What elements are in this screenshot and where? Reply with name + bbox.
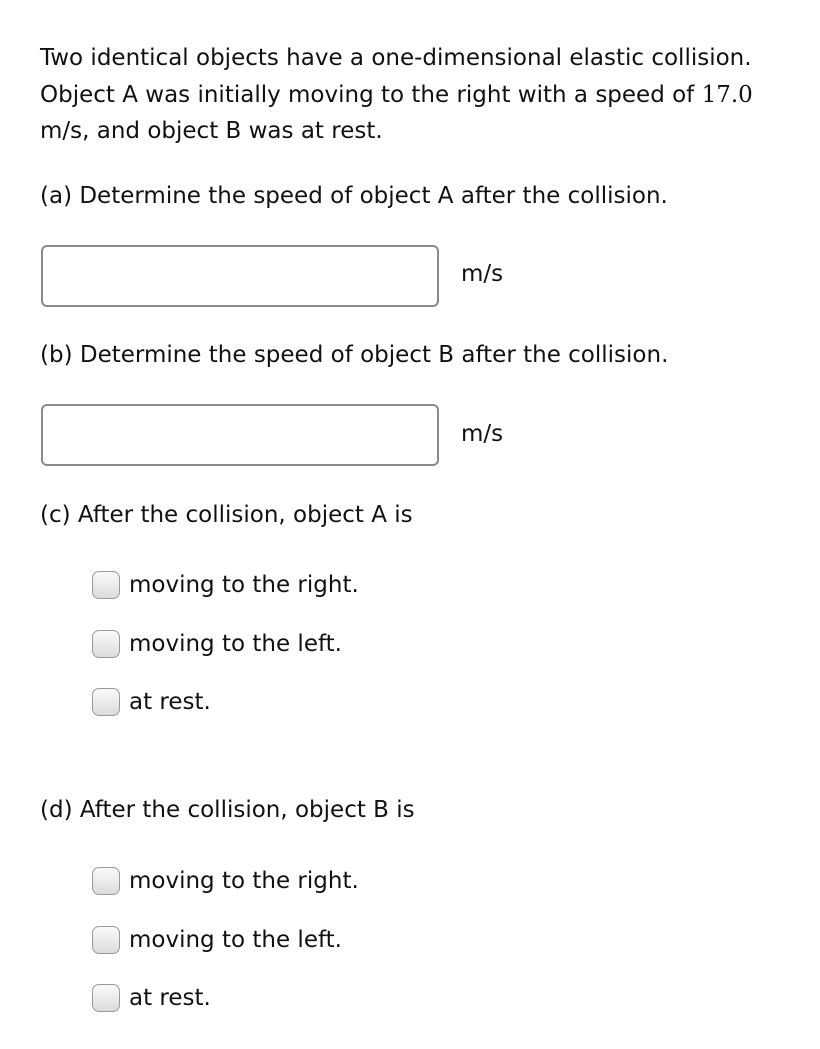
checkbox[interactable] [92,571,120,599]
checkbox[interactable] [92,688,120,716]
option-label: at rest. [129,985,211,1011]
speed-b-input[interactable] [41,404,439,466]
unit-a: m/s [461,261,504,287]
question-c: (c) After the collision, object A is [40,502,413,528]
option-d-rest[interactable] [92,981,211,1015]
unit-b: m/s [461,421,504,447]
option-d-left[interactable] [92,923,342,957]
checkbox[interactable] [92,984,120,1012]
option-label: moving to the right. [129,572,359,598]
checkbox[interactable] [92,867,120,895]
initial-speed-value: 17.0 [701,81,753,108]
question-a: (a) Determine the speed of object A after the collision. [40,183,668,209]
statement-text: Two identical objects have a one-dimensional elastic collision. Object A was initially moving to the right with a speed of [40,45,752,108]
question-d: (d) After the collision, object B is [40,797,415,823]
checkbox[interactable] [92,926,120,954]
checkbox[interactable] [92,630,120,658]
statement-text-end: m/s, and object B was at rest. [40,118,383,144]
option-label: moving to the left. [129,927,342,953]
option-label: at rest. [129,689,211,715]
option-d-right[interactable] [92,864,359,898]
speed-a-input[interactable] [41,245,439,307]
option-c-left[interactable] [92,627,342,661]
option-label: moving to the left. [129,631,342,657]
problem-statement [40,40,800,150]
option-c-right[interactable] [92,568,359,602]
question-b: (b) Determine the speed of object B after the collision. [40,342,669,368]
option-c-rest[interactable] [92,685,211,719]
option-label: moving to the right. [129,868,359,894]
